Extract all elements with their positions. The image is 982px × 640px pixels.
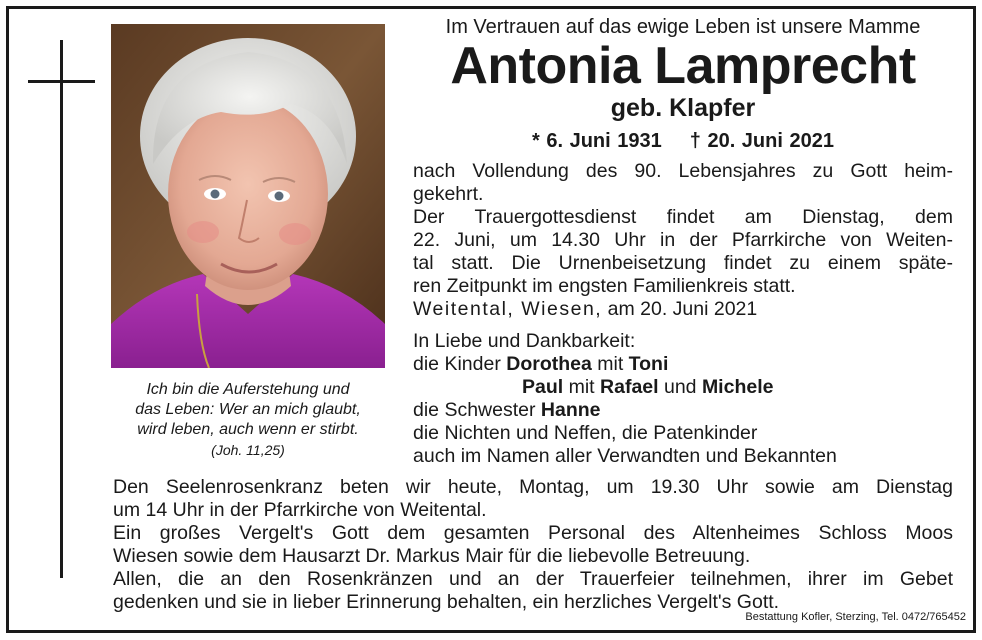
mourners-label: die Kinder bbox=[413, 353, 507, 375]
mourners-relatives: auch im Namen aller Verwandten und Bekannten bbox=[413, 445, 837, 467]
cross-horizontal-bar bbox=[28, 80, 95, 83]
mourners-sister bbox=[413, 399, 953, 422]
deceased-name: Antonia Lamprecht bbox=[450, 37, 916, 95]
quote-line: das Leben: Wer an mich glaubt, bbox=[135, 401, 361, 418]
life-dates bbox=[413, 130, 953, 153]
death-date: † 20. Juni 2021 bbox=[689, 130, 834, 152]
notice-date: am 20. Juni 2021 bbox=[607, 298, 758, 320]
announcement-line: nach Vollendung des 90. Lebensjahres zu Gott heim- bbox=[413, 160, 953, 182]
quote-line: wird leben, auch wenn er stirbt. bbox=[137, 421, 359, 438]
mourners-intro: In Liebe und Dankbarkeit: bbox=[413, 330, 636, 352]
mourners-nieces: die Nichten und Neffen, die Patenkinder bbox=[413, 422, 758, 444]
cross-vertical-bar bbox=[60, 40, 63, 578]
mourners-list bbox=[413, 330, 953, 468]
place-and-date bbox=[413, 298, 953, 321]
child-name: Dorothea bbox=[506, 353, 592, 375]
bible-quote bbox=[107, 380, 389, 460]
thanks-line: Den Seelenrosenkranz beten wir heute, Montag, um 19.30 Uhr sowie am Dienstag bbox=[113, 476, 953, 498]
grandchild-name: Rafael bbox=[600, 376, 659, 398]
thanks-line: gedenken und sie in lieber Erinnerung behalten, ein herzliches Vergelt's Gott. bbox=[113, 591, 780, 613]
mourners-children-second bbox=[413, 376, 953, 399]
announcement-text bbox=[413, 160, 953, 321]
thanks-line: Ein großes Vergelt's Gott dem gesamten Personal des Altenheimes Schloss Moos bbox=[113, 522, 953, 544]
portrait-illustration bbox=[111, 24, 385, 368]
announcement-line: tal statt. Die Urnenbeisetzung findet zu einem späte- bbox=[413, 252, 953, 274]
intro-text: Im Vertrauen auf das ewige Leben ist unsere Mamme bbox=[445, 16, 921, 38]
announcement-line: Der Trauergottesdienst findet am Dienstag, dem bbox=[413, 206, 953, 228]
announcement-line: 22. Juni, um 14.30 Uhr in der Pfarrkirche von Weiten- bbox=[413, 229, 953, 251]
birth-date: * 6. Juni 1931 bbox=[532, 130, 662, 152]
birth-name: geb. Klapfer bbox=[610, 94, 756, 122]
undertaker-credit: Bestattung Kofler, Sterzing, Tel. 0472/765452 bbox=[745, 611, 966, 623]
thanks-line: um 14 Uhr in der Pfarrkirche von Weitental. bbox=[113, 499, 487, 521]
thanks-line: Allen, die an den Rosenkränzen und an der Trauerfeier teilnehmen, ihrer im Gebet bbox=[113, 568, 953, 590]
place-names: Weitental, Wiesen, bbox=[413, 298, 603, 320]
connector-text: mit bbox=[591, 353, 629, 375]
thanks-line: Wiesen sowie dem Hausarzt Dr. Markus Mair für die liebevolle Betreuung. bbox=[113, 545, 751, 567]
mourners-label: die Schwester bbox=[413, 399, 541, 421]
connector-text: mit bbox=[563, 376, 601, 398]
quote-reference: (Joh. 11,25) bbox=[211, 442, 285, 458]
sister-name: Hanne bbox=[540, 399, 601, 421]
grandchild-name: Michele bbox=[701, 376, 774, 398]
connector-text: und bbox=[658, 376, 702, 398]
quote-line: Ich bin die Auferstehung und bbox=[146, 381, 350, 398]
mourners-children bbox=[413, 353, 953, 376]
portrait-photo bbox=[111, 24, 385, 368]
partner-name: Toni bbox=[628, 353, 669, 375]
rosary-and-thanks bbox=[113, 476, 953, 614]
announcement-line: gekehrt. bbox=[413, 183, 484, 205]
announcement-line: ren Zeitpunkt im engsten Familienkreis statt. bbox=[413, 275, 796, 297]
child-name: Paul bbox=[522, 376, 564, 398]
